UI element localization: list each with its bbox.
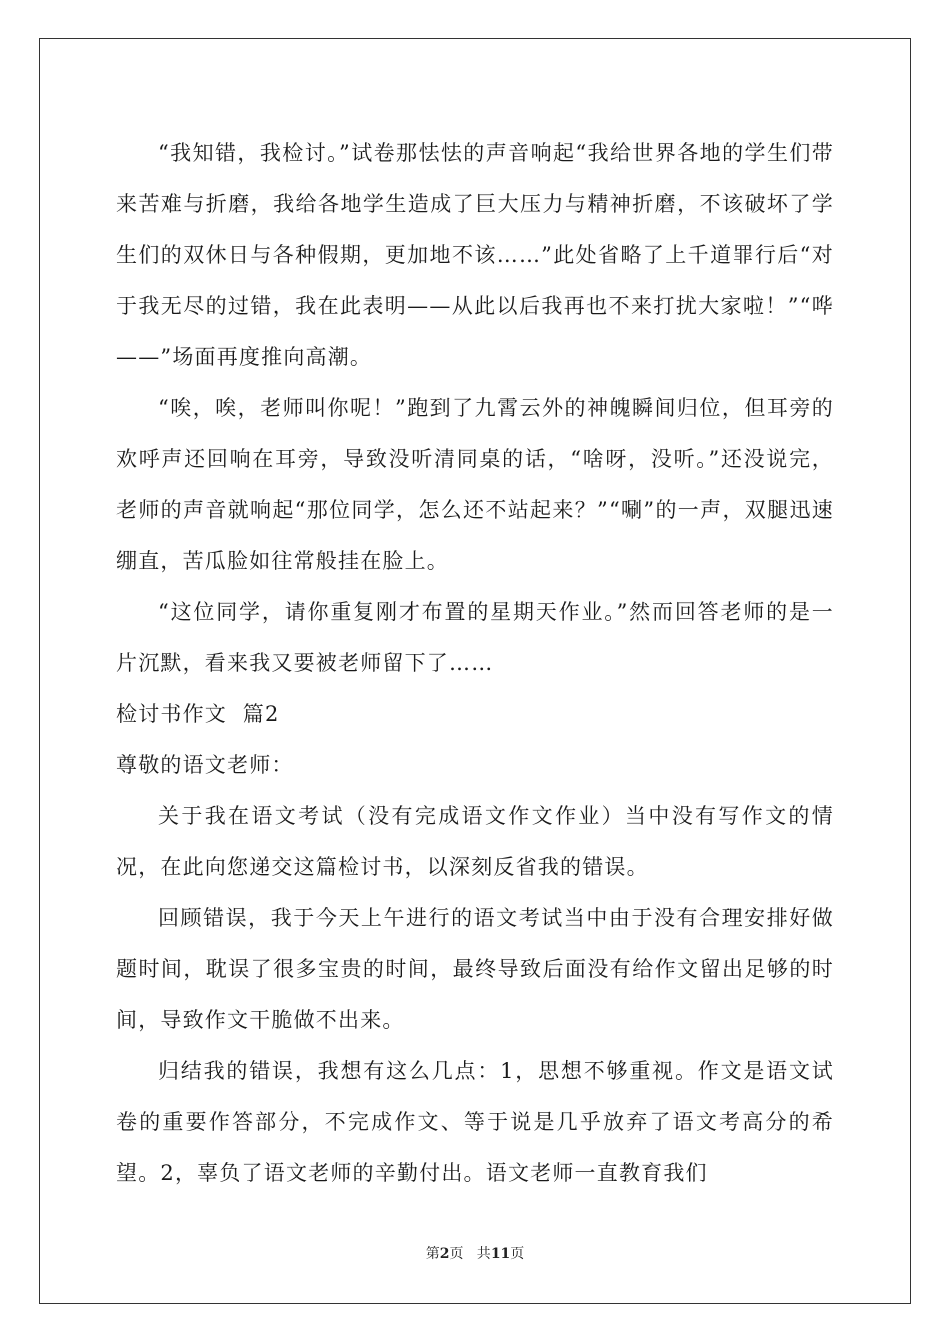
section-title: 检讨书作文 篇2: [116, 702, 280, 726]
page-footer: [0, 1243, 950, 1263]
total-page-number: 11: [490, 1246, 511, 1262]
paragraph: 回顾错误，我于今天上午进行的语文考试当中由于没有合理安排好做题时间，耽误了很多宝贵的时间，最终导致后面没有给作文留出足够的时间，导致作文干脆做不出来。: [116, 906, 834, 1032]
current-page-number: 2: [439, 1246, 450, 1262]
paragraph: “这位同学，请你重复刚才布置的星期天作业。”然而回答老师的是一片沉默，看来我又要被老师留下了……: [116, 600, 834, 675]
paragraph: 归结我的错误，我想有这么几点：1，思想不够重视。作文是语文试卷的重要作答部分，不完成作文、等于说是几乎放弃了语文考高分的希望。2，辜负了语文老师的辛勤付出。语文老师一直教育我们: [116, 1059, 834, 1185]
footer-mid: 页 共: [449, 1246, 491, 1262]
paragraph: “唉，唉，老师叫你呢！”跑到了九霄云外的神魄瞬间归位，但耳旁的欢呼声还回响在耳旁，导致没听清同桌的话，“啥呀，没听。”还没说完，老师的声音就响起“那位同学，怎么还不站起来？”“唰”的一声，双腿迅速绷直，苦瓜脸如往常般挂在脸上。: [116, 396, 834, 573]
document-body: [116, 128, 834, 1199]
salutation: 尊敬的语文老师：: [116, 753, 294, 777]
paragraph: “我知错，我检讨。”试卷那怯怯的声音响起“我给世界各地的学生们带来苦难与折磨，我给各地学生造成了巨大压力与精神折磨，不该破坏了学生们的双休日与各种假期，更加地不该……”此处省略了上千道罪行后“对于我无尽的过错，我在此表明——从此以后我再也不来打扰大家啦！”“哗——”场面再度推向高潮。: [116, 141, 834, 369]
footer-suffix: 页: [510, 1246, 525, 1262]
paragraph: 关于我在语文考试（没有完成语文作文作业）当中没有写作文的情况，在此向您递交这篇检讨书，以深刻反省我的错误。: [116, 804, 834, 879]
footer-prefix: 第: [425, 1246, 440, 1262]
